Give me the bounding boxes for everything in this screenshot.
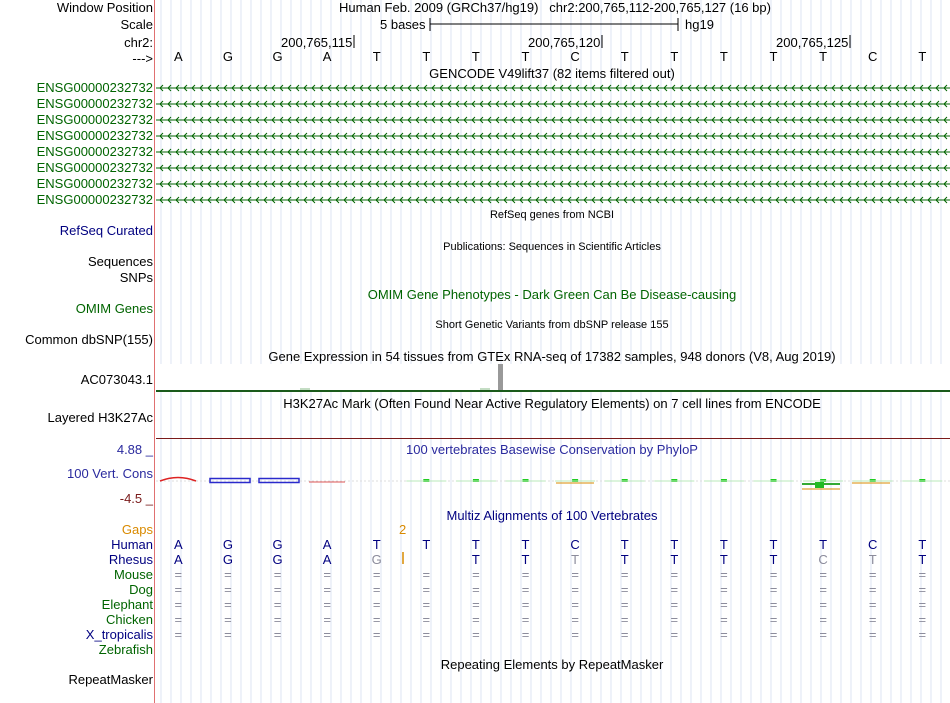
species-label-chicken[interactable]: Chicken	[106, 612, 153, 627]
rhesus-base: T	[769, 552, 778, 567]
ref-base: G	[222, 49, 233, 64]
conserved-marker: =	[720, 582, 728, 597]
publications-track-title[interactable]: Publications: Sequences in Scientific Articles	[443, 241, 661, 253]
conserved-marker: =	[918, 582, 927, 597]
ref-base: T	[719, 49, 728, 64]
conserved-marker: =	[472, 627, 480, 642]
human-base: T	[769, 537, 778, 552]
conserved-marker: =	[472, 582, 480, 597]
gencode-item-label[interactable]: ENSG00000232732	[36, 80, 153, 95]
gencode-item-label[interactable]: ENSG00000232732	[36, 144, 153, 159]
rhesus-base: G	[371, 552, 382, 567]
human-base: T	[719, 537, 728, 552]
repeatmasker-track-title[interactable]: Repeating Elements by RepeatMasker	[440, 657, 664, 672]
conserved-marker: =	[670, 567, 679, 582]
chrom-label: chr2:	[124, 35, 153, 50]
h3k27ac-label[interactable]: Layered H3K27Ac	[47, 410, 153, 425]
species-label-elephant[interactable]: Elephant	[101, 597, 153, 612]
conserved-marker: =	[273, 612, 282, 627]
gaps-label: Gaps	[121, 522, 153, 537]
rhesus-base: T	[670, 552, 679, 567]
conserved-marker: =	[670, 627, 679, 642]
conserved-marker: =	[521, 627, 530, 642]
conserved-marker: =	[868, 627, 877, 642]
conserved-marker: =	[670, 597, 679, 612]
human-base: G	[272, 537, 283, 552]
gencode-item-label[interactable]: ENSG00000232732	[36, 96, 153, 111]
conserved-marker: =	[372, 627, 381, 642]
dbsnp-track-title[interactable]: Short Genetic Variants from dbSNP release 155	[435, 319, 669, 331]
rhesus-base: C	[818, 552, 828, 567]
ref-base: T	[918, 49, 927, 64]
conserved-marker: =	[819, 612, 827, 627]
human-base: T	[620, 537, 629, 552]
conserved-marker: =	[521, 582, 530, 597]
conserved-marker: =	[472, 567, 480, 582]
conserved-marker: =	[571, 627, 579, 642]
conserved-marker: =	[224, 612, 232, 627]
ref-base: T	[372, 49, 381, 64]
conserved-marker: =	[323, 612, 331, 627]
ref-base: C	[868, 49, 878, 64]
conserved-marker: =	[819, 582, 827, 597]
conserved-marker: =	[273, 567, 282, 582]
rhesus-base: T	[918, 552, 927, 567]
rhesus-base: T	[868, 552, 877, 567]
conserved-marker: =	[273, 627, 282, 642]
conserved-marker: =	[769, 567, 778, 582]
conserved-marker: =	[273, 582, 282, 597]
conserved-marker: =	[323, 582, 331, 597]
omim-track-title[interactable]: OMIM Gene Phenotypes - Dark Green Can Be Disease-causing	[367, 287, 737, 302]
db-label: hg19	[685, 17, 714, 32]
conserved-marker: =	[868, 567, 877, 582]
conserved-marker: =	[720, 567, 728, 582]
conserved-marker: =	[620, 597, 629, 612]
rhesus-base: T	[521, 552, 530, 567]
ref-base: T	[670, 49, 679, 64]
ref-base: T	[819, 49, 828, 64]
species-label-mouse[interactable]: Mouse	[113, 567, 153, 582]
rhesus-base: A	[322, 552, 332, 567]
human-base: T	[422, 537, 431, 552]
human-base: T	[918, 537, 927, 552]
gencode-track-title[interactable]: GENCODE V49lift37 (82 items filtered out)	[429, 66, 675, 81]
repeatmasker-label[interactable]: RepeatMasker	[68, 672, 153, 687]
human-base: A	[173, 537, 183, 552]
conserved-marker: =	[323, 627, 331, 642]
conserved-marker: =	[918, 597, 927, 612]
phylop-min-label: -4.5 _	[119, 491, 153, 506]
conserved-marker: =	[174, 612, 183, 627]
ref-base: T	[620, 49, 629, 64]
species-label-human[interactable]: Human	[111, 537, 153, 552]
conserved-marker: =	[819, 627, 827, 642]
conserved-marker: =	[323, 597, 331, 612]
conserved-marker: =	[769, 597, 778, 612]
conserved-marker: =	[372, 612, 381, 627]
phylop-track-title[interactable]: 100 vertebrates Basewise Conservation by PhyloP	[406, 442, 698, 457]
conserved-marker: =	[620, 582, 629, 597]
conserved-marker: =	[174, 582, 183, 597]
conserved-marker: =	[868, 582, 877, 597]
strand-arrow-label[interactable]: --->	[132, 51, 153, 66]
refseq-track-title[interactable]: RefSeq genes from NCBI	[489, 209, 615, 221]
conserved-marker: =	[224, 627, 232, 642]
conserved-marker: =	[521, 612, 530, 627]
snps-label[interactable]: SNPs	[119, 270, 153, 285]
phylop-peak	[160, 478, 196, 482]
species-label-rhesus[interactable]: Rhesus	[108, 552, 153, 567]
coord-label-1: 200,765,115	[281, 35, 353, 50]
coord-label-3: 200,765,125	[776, 35, 849, 50]
rhesus-base: T	[471, 552, 480, 567]
human-base: C	[570, 537, 580, 552]
conserved-marker: =	[472, 612, 480, 627]
multiz-track-title[interactable]: Multiz Alignments of 100 Vertebrates	[446, 508, 658, 523]
phylop-max-label: 4.88 _	[116, 442, 153, 457]
conserved-marker: =	[769, 612, 778, 627]
conserved-marker: =	[720, 612, 728, 627]
conserved-marker: =	[620, 627, 629, 642]
conserved-marker: =	[868, 597, 877, 612]
conserved-marker: =	[521, 567, 530, 582]
human-base: T	[471, 537, 480, 552]
conserved-marker: =	[422, 627, 431, 642]
gtex-track-title[interactable]: Gene Expression in 54 tissues from GTEx RNA-seq of 17382 samples, 948 donors (V8, Aug 2019)	[268, 349, 836, 364]
conserved-marker: =	[174, 597, 183, 612]
scale-label: Scale	[120, 17, 153, 32]
gencode-item-label[interactable]: ENSG00000232732	[36, 176, 153, 191]
conserved-marker: =	[372, 582, 381, 597]
ref-base: T	[521, 49, 530, 64]
gencode-item-label[interactable]: ENSG00000232732	[36, 128, 153, 143]
gencode-item-label[interactable]: ENSG00000232732	[36, 192, 153, 207]
conserved-marker: =	[422, 612, 431, 627]
ref-base: G	[272, 49, 283, 64]
ref-base: C	[570, 49, 580, 64]
ref-base: T	[471, 49, 480, 64]
gencode-item-label[interactable]: ENSG00000232732	[36, 160, 153, 175]
conserved-marker: =	[273, 597, 282, 612]
conserved-marker: =	[819, 567, 827, 582]
conserved-marker: =	[422, 567, 431, 582]
conserved-marker: =	[224, 597, 232, 612]
human-base: T	[521, 537, 530, 552]
gtex-bar	[498, 364, 503, 390]
conserved-marker: =	[720, 627, 728, 642]
position-readout: chr2:200,765,112-200,765,127 (16 bp)	[549, 0, 771, 15]
species-label-x_tropicalis[interactable]: X_tropicalis	[85, 627, 153, 642]
assembly-title: Human Feb. 2009 (GRCh37/hg19) chr2:200,765,112-200,765,127 (16 bp)	[339, 0, 771, 15]
rhesus-base: G	[272, 552, 283, 567]
rhesus-base: G	[222, 552, 233, 567]
species-label-dog[interactable]: Dog	[129, 582, 153, 597]
rhesus-base: T	[571, 552, 580, 567]
conserved-marker: =	[918, 627, 927, 642]
conserved-marker: =	[670, 582, 679, 597]
conserved-marker: =	[571, 567, 579, 582]
conserved-marker: =	[323, 567, 331, 582]
conserved-marker: =	[224, 567, 232, 582]
conserved-marker: =	[521, 597, 530, 612]
omim-label[interactable]: OMIM Genes	[75, 301, 153, 316]
conserved-marker: =	[620, 612, 629, 627]
conserved-marker: =	[620, 567, 629, 582]
conserved-marker: =	[224, 582, 232, 597]
coord-label-2: 200,765,120	[528, 35, 601, 50]
conserved-marker: =	[472, 597, 480, 612]
ref-base: A	[322, 49, 332, 64]
conserved-marker: =	[670, 612, 679, 627]
gtex-label[interactable]: AC073043.1	[80, 372, 153, 387]
conserved-marker: =	[571, 582, 579, 597]
conserved-marker: =	[769, 582, 778, 597]
ref-base: T	[769, 49, 778, 64]
gencode-item-label[interactable]: ENSG00000232732	[36, 112, 153, 127]
human-base: G	[222, 537, 233, 552]
human-base: T	[372, 537, 381, 552]
conserved-marker: =	[769, 627, 778, 642]
conserved-marker: =	[868, 612, 877, 627]
rhesus-base: T	[719, 552, 728, 567]
conserved-marker: =	[422, 582, 431, 597]
ref-base: A	[173, 49, 183, 64]
ref-base: T	[422, 49, 431, 64]
rhesus-base: A	[173, 552, 183, 567]
human-base: A	[322, 537, 332, 552]
window-position-label: Window Position	[56, 0, 153, 15]
human-base: T	[670, 537, 679, 552]
rhesus-base: T	[620, 552, 629, 567]
phylop-marks	[406, 479, 942, 482]
conserved-marker: =	[372, 597, 381, 612]
scale-text: 5 bases	[380, 17, 426, 32]
sequences-label[interactable]: Sequences	[87, 254, 153, 269]
phylop-label[interactable]: 100 Vert. Cons	[67, 466, 153, 481]
conserved-marker: =	[174, 567, 183, 582]
h3k27ac-track-title[interactable]: H3K27Ac Mark (Often Found Near Active Regulatory Elements) on 7 cell lines from ENCODE	[283, 396, 821, 411]
conserved-marker: =	[571, 612, 579, 627]
human-base: C	[868, 537, 878, 552]
conserved-marker: =	[819, 597, 827, 612]
gap-count: 2	[399, 522, 407, 537]
dbsnp-label[interactable]: Common dbSNP(155)	[25, 332, 153, 347]
conserved-marker: =	[571, 597, 579, 612]
conserved-marker: =	[720, 597, 728, 612]
species-label-zebrafish[interactable]: Zebrafish	[98, 642, 153, 657]
conserved-marker: =	[174, 627, 183, 642]
conserved-marker: =	[372, 567, 381, 582]
conserved-marker: =	[422, 597, 431, 612]
refseq-label[interactable]: RefSeq Curated	[59, 223, 153, 238]
conserved-marker: =	[918, 567, 927, 582]
conserved-marker: =	[918, 612, 927, 627]
human-base: T	[819, 537, 828, 552]
